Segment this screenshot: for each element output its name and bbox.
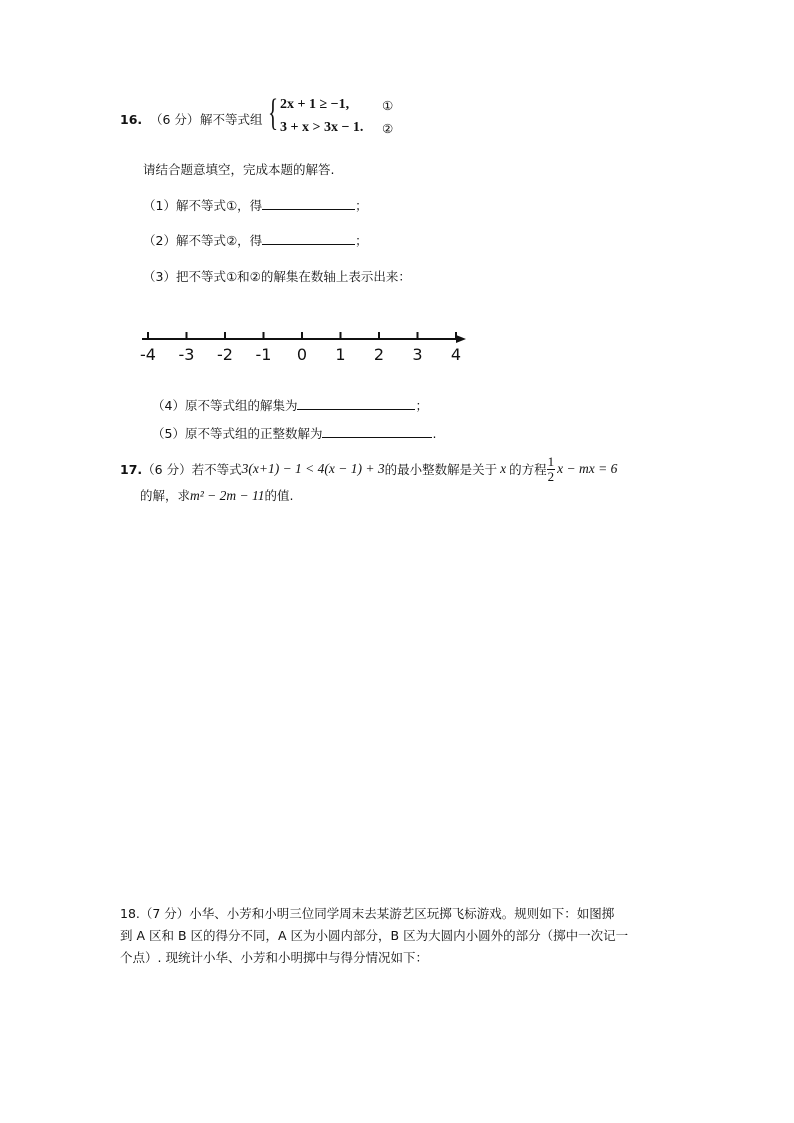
number-line-tick-label: 4	[450, 345, 462, 364]
q17-points: （6 分）	[142, 462, 192, 477]
q16-part5-end: .	[432, 426, 437, 441]
q17-inequality: 3(x+1) − 1 < 4(x − 1) + 3	[241, 461, 385, 476]
number-line-tick-label: -2	[217, 345, 233, 364]
q16-part5	[152, 424, 436, 442]
q16-inequality-1: 2x + 1 ≥ −1,	[280, 97, 350, 112]
system-brace: {	[268, 92, 279, 134]
q17-number: 17.	[120, 461, 143, 477]
q17-line2	[140, 486, 294, 504]
q16-part4-end: ；	[415, 398, 428, 413]
q16-part4-label: （4）原不等式组的解集为	[152, 398, 298, 413]
q16-mark-2: ②	[382, 121, 394, 136]
answer-blank-1[interactable]	[262, 196, 355, 210]
q16-number: 16.	[120, 112, 143, 127]
q16-part1	[143, 196, 368, 214]
q16-part4	[152, 396, 428, 414]
q16-inequality-2: 3 + x > 3x − 1.	[280, 120, 364, 135]
q17-text-b: 的最小整数解是关于	[384, 462, 498, 477]
q17-variable: x	[500, 461, 507, 476]
q16-intro: 解不等式组	[200, 112, 263, 127]
answer-blank-5[interactable]	[322, 424, 432, 438]
q18-line1: 18.（7 分）小华、小芳和小明三位同学周末去某游艺区玩掷飞标游戏。规则如下：如图掷	[120, 906, 615, 921]
q16-part2-label: （2）解不等式②，得	[143, 233, 263, 248]
number-line-arrow	[456, 335, 466, 343]
q17-equation-rest: x − mx = 6	[557, 461, 618, 476]
q17-line2-a: 的解，求	[140, 488, 191, 503]
q18-line3: 个点）. 现统计小华、小芳和小明掷中与得分情况如下：	[120, 950, 428, 965]
q16-part1-end: ；	[355, 198, 368, 213]
answer-blank-2[interactable]	[262, 231, 355, 245]
q16-mark-1: ①	[382, 98, 394, 113]
q16-part2	[143, 231, 368, 249]
q16-part5-label: （5）原不等式组的正整数解为	[152, 426, 323, 441]
q17-line2-b: 的值.	[264, 488, 294, 503]
answer-blank-4[interactable]	[297, 396, 415, 410]
number-line-tick-label: -4	[140, 345, 156, 364]
number-line-tick-label: -1	[255, 345, 272, 364]
q17-expression: m² − 2m − 11	[190, 488, 265, 503]
q16-instruction: 请结合题意填空，完成本题的解答.	[143, 162, 335, 177]
number-line-tick-label: 0	[296, 345, 308, 364]
q16-part3-label: （3）把不等式①和②的解集在数轴上表示出来：	[143, 269, 411, 284]
q17-text-c: 的方程	[509, 462, 547, 477]
number-line-tick-label: 1	[335, 345, 346, 364]
q17-fraction	[547, 455, 556, 484]
q18-line2: 到 A 区和 B 区的得分不同，A 区为小圆内部分，B 区为大圆内小圆外的部分（掷中一次记一	[120, 928, 629, 943]
number-line-tick-label: -3	[178, 345, 195, 364]
number-line	[138, 325, 478, 370]
q16-part2-end: ；	[355, 233, 368, 248]
number-line-tick-label: 2	[373, 345, 385, 364]
fraction-denominator: 2	[547, 468, 555, 484]
q16-points: （6 分）	[150, 112, 200, 127]
number-line-tick-label: 3	[412, 345, 423, 364]
fraction-numerator: 1	[547, 453, 555, 469]
q17-text-a: 若不等式	[191, 462, 242, 477]
q17-line1	[120, 455, 617, 483]
q16-part1-label: （1）解不等式①，得	[143, 198, 263, 213]
